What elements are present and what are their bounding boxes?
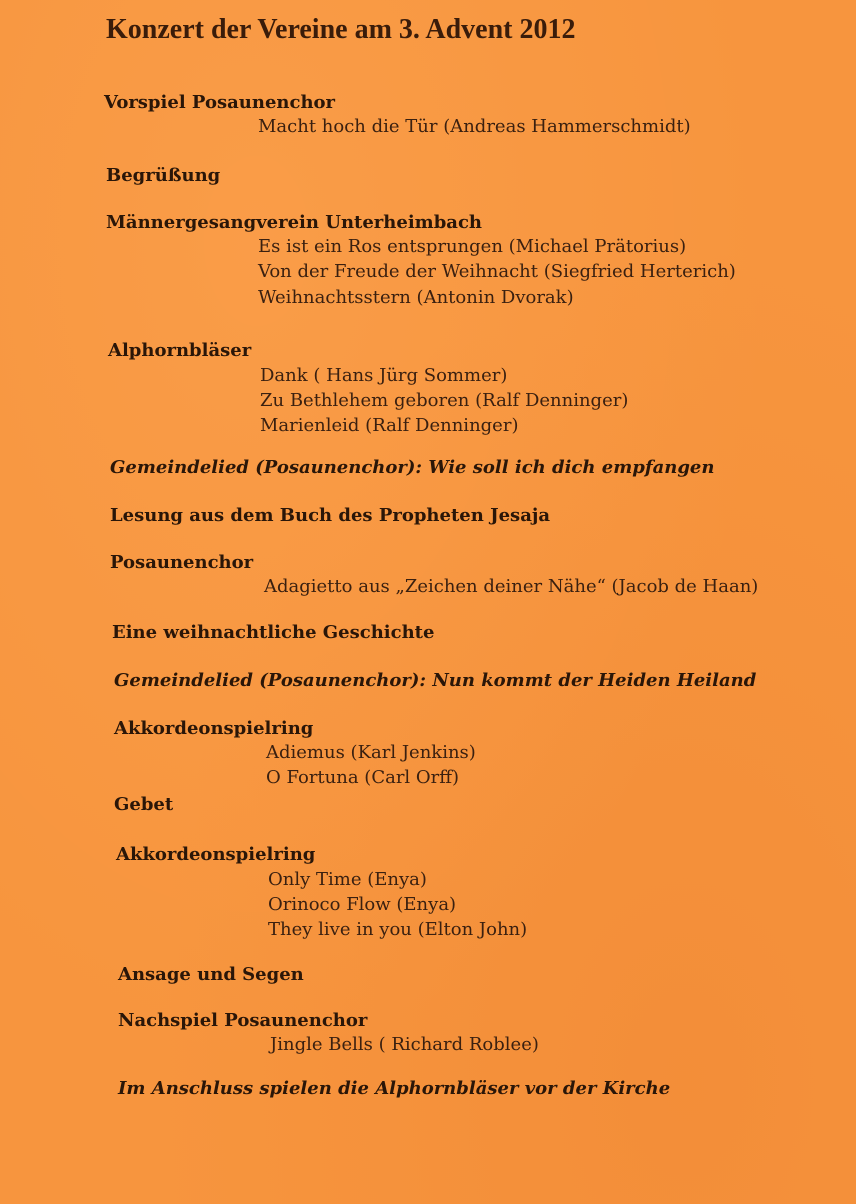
program-piece: Dank ( Hans Jürg Sommer)	[260, 365, 508, 386]
section-heading: Lesung aus dem Buch des Propheten Jesaja	[110, 505, 551, 526]
program-piece: Adagietto aus „Zeichen deiner Nähe“ (Jacob de Haan)	[264, 576, 759, 597]
closing-note: Im Anschluss spielen die Alphornbläser vor der Kirche	[118, 1078, 671, 1099]
program-piece: O Fortuna (Carl Orff)	[266, 767, 460, 788]
section-heading: Posaunenchor	[110, 552, 254, 573]
hymn-line: Gemeindelied (Posaunenchor): Nun kommt der Heiden Heiland	[114, 670, 757, 691]
program-piece: Von der Freude der Weihnacht (Siegfried Herterich)	[258, 261, 736, 282]
section-heading: Männergesangverein Unterheimbach	[106, 212, 482, 233]
program-piece: Marienleid (Ralf Denninger)	[260, 415, 519, 436]
section-heading: Gebet	[114, 794, 174, 815]
section-heading: Nachspiel Posaunenchor	[118, 1010, 368, 1031]
program-piece: Only Time (Enya)	[268, 869, 427, 890]
section-heading: Ansage und Segen	[118, 964, 304, 985]
program-piece: They live in you (Elton John)	[268, 919, 528, 940]
section-heading: Alphornbläser	[108, 340, 252, 361]
page-title: Konzert der Vereine am 3. Advent 2012	[106, 14, 576, 45]
section-heading: Akkordeonspielring	[116, 844, 316, 865]
hymn-line: Gemeindelied (Posaunenchor): Wie soll ich dich empfangen	[110, 457, 715, 478]
section-heading: Akkordeonspielring	[114, 718, 314, 739]
section-heading: Begrüßung	[106, 165, 221, 186]
program-piece: Orinoco Flow (Enya)	[268, 894, 457, 915]
program-piece: Es ist ein Ros entsprungen (Michael Prätorius)	[258, 236, 687, 257]
program-piece: Weihnachtsstern (Antonin Dvorak)	[258, 287, 574, 308]
section-heading: Eine weihnachtliche Geschichte	[112, 622, 435, 643]
program-piece: Zu Bethlehem geboren (Ralf Denninger)	[260, 390, 629, 411]
program-piece: Macht hoch die Tür (Andreas Hammerschmidt)	[258, 116, 691, 137]
section-heading: Vorspiel Posaunenchor	[104, 92, 336, 113]
program-piece: Jingle Bells ( Richard Roblee)	[270, 1034, 539, 1055]
program-piece: Adiemus (Karl Jenkins)	[266, 742, 476, 763]
